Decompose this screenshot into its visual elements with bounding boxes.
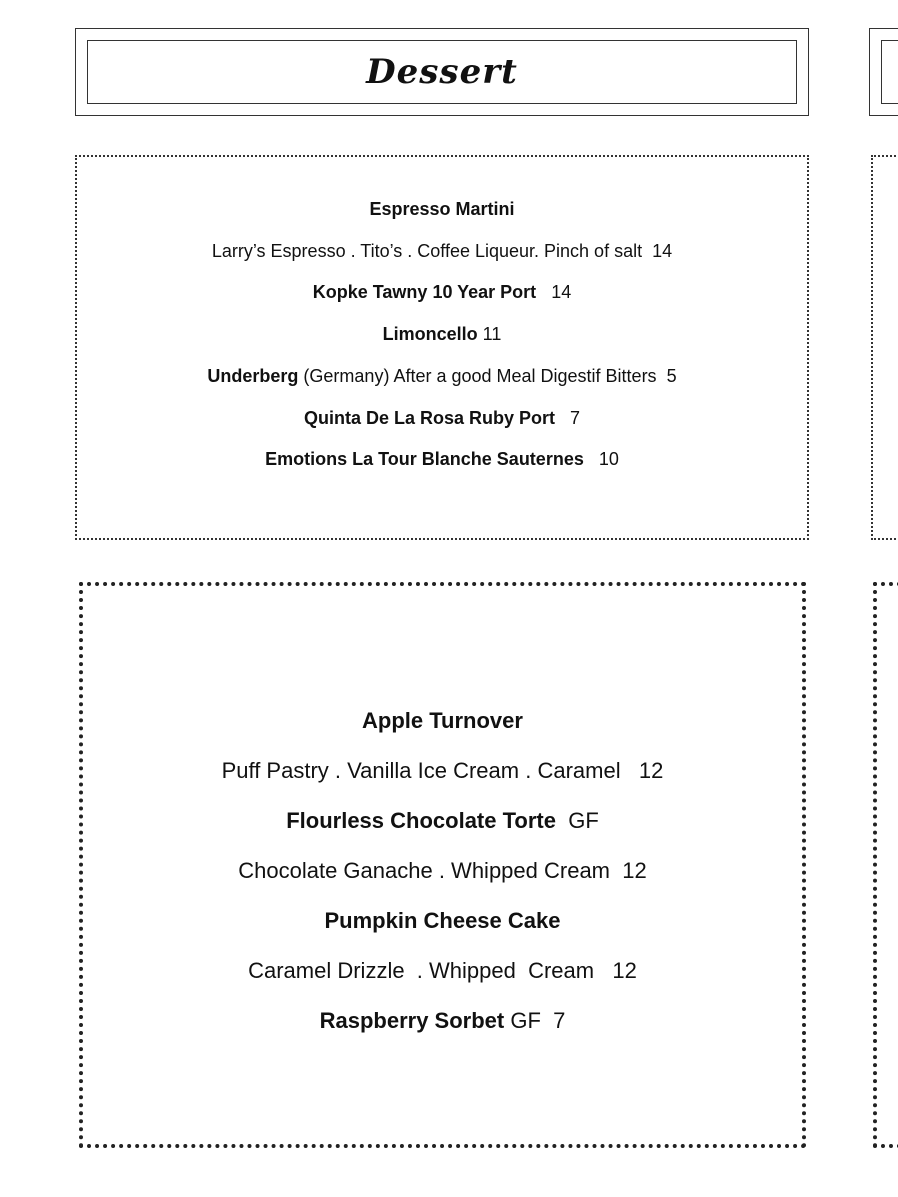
next-panel-title-inner [881,40,898,104]
drink-item-detail [77,231,807,273]
page-title: Dessert [366,52,518,92]
drink-description: (Germany) After a good Meal Digestif Bitters [303,365,657,386]
drink-name: Quinta De La Rosa Ruby Port [303,407,555,428]
dessert-price: 12 [638,758,664,783]
dessert-price: 12 [612,958,637,983]
drink-item [77,189,807,231]
dessert-item-name [83,696,802,746]
drink-price: 14 [551,282,572,303]
drinks-list [77,189,807,481]
dessert-item-name [83,796,802,846]
next-panel-desserts-frame [873,582,898,1148]
drink-price: 10 [598,449,619,470]
dessert-item-name [83,896,802,946]
drinks-section [75,155,809,540]
desserts-list [83,696,802,1046]
dessert-name: Pumpkin Cheese Cake [324,908,561,933]
dessert-name: Flourless Chocolate Torte [286,808,556,833]
desserts-section [79,582,806,1148]
drink-price: 11 [482,324,502,345]
title-inner-frame [87,40,797,104]
drink-item [77,356,807,398]
dessert-name: Apple Turnover [362,708,523,733]
drink-item [77,314,807,356]
dessert-item-detail [83,946,802,996]
dessert-description: Caramel Drizzle . Whipped Cream [248,958,595,983]
drink-name: Emotions La Tour Blanche Sauternes [265,449,584,470]
dessert-tag: GF [568,808,599,833]
drink-item [77,439,807,481]
drink-item [77,272,807,314]
drink-price: 7 [570,407,581,428]
drink-name: Underberg [207,365,299,386]
title-frame [75,28,809,116]
drink-description: Larry’s Espresso . Tito’s . Coffee Liqueur. Pinch of salt [211,240,643,261]
drink-item [77,398,807,440]
dessert-item-detail [83,846,802,896]
next-panel-title-frame [869,28,898,116]
drink-price: 14 [652,240,673,261]
dessert-name: Raspberry Sorbet [319,1008,505,1033]
dessert-price: 7 [553,1008,566,1033]
drink-name: Limoncello [382,324,478,345]
dessert-tag: GF [510,1008,541,1033]
next-panel-drinks-frame [871,155,898,540]
dessert-price: 12 [622,858,647,883]
drink-name: Espresso Martini [369,199,515,219]
dessert-description: Puff Pastry . Vanilla Ice Cream . Caramel [221,758,621,783]
drink-price: 5 [666,365,677,386]
drink-name: Kopke Tawny 10 Year Port [312,282,537,303]
dessert-description: Chocolate Ganache . Whipped Cream [238,858,611,883]
dessert-item-detail [83,746,802,796]
dessert-item-name [83,996,802,1046]
